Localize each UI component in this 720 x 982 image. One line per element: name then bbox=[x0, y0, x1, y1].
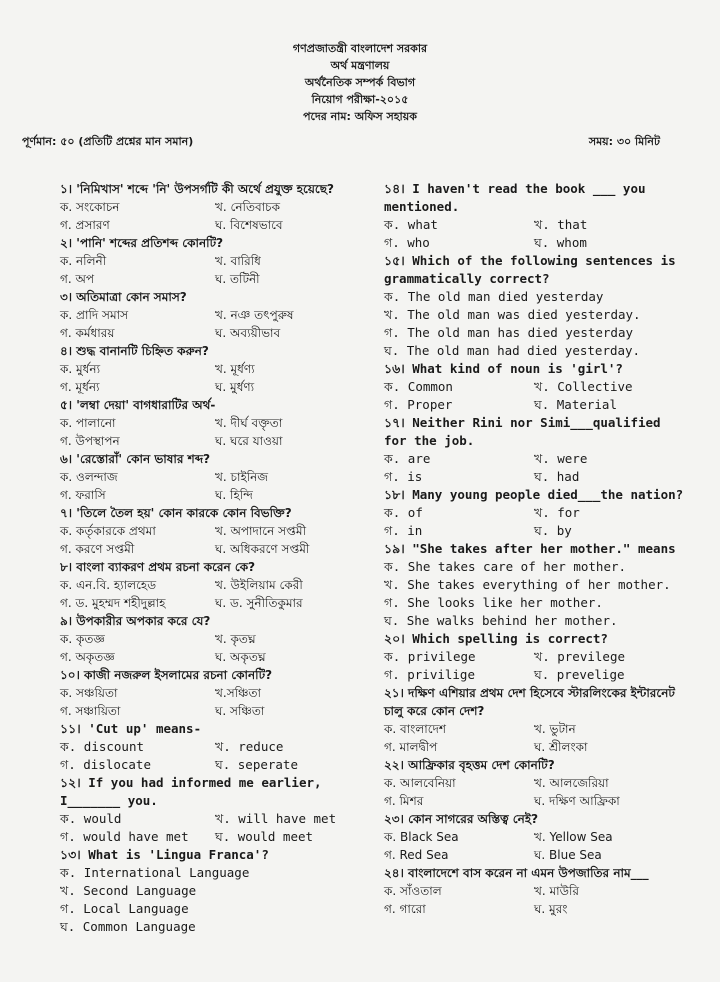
answer-option: ঘ. অব্যয়ীভাব bbox=[215, 326, 281, 340]
answer-option: ঘ. would meet bbox=[215, 829, 314, 844]
answer-option: ঘ. মুর্ধণ্য bbox=[215, 380, 255, 394]
question-text: ১৫। Which of the following sentences is grammatically correct? bbox=[384, 253, 676, 286]
answer-option: খ. were bbox=[534, 451, 588, 466]
question-text: ২। 'পানি' শব্দের প্রতিশব্দ কোনটি? bbox=[60, 236, 224, 250]
answer-option: গ. অপ bbox=[60, 272, 95, 286]
question-text: ২০। Which spelling is correct? bbox=[384, 631, 608, 646]
question-block bbox=[60, 612, 370, 666]
answer-options bbox=[60, 810, 370, 846]
question-text: ১৩। What is 'Lingua Franca'? bbox=[60, 847, 269, 862]
right-question-column bbox=[384, 180, 684, 918]
answer-option: গ. in bbox=[384, 523, 423, 538]
answer-option: ক. নলিনী bbox=[60, 254, 107, 268]
question-block bbox=[60, 342, 370, 396]
answer-option: ঘ. ড. সুনীতিকুমার bbox=[215, 596, 303, 610]
question-text: ১৭। Neither Rini nor Simi___qualified for the job. bbox=[384, 415, 661, 448]
answer-option: খ. মাউরি bbox=[534, 884, 580, 898]
answer-option: ঘ. Material bbox=[534, 397, 617, 412]
question-text: ১২। If you had informed me earlier, I_______ you. bbox=[60, 775, 322, 808]
exam-header bbox=[0, 40, 720, 125]
answer-option: খ. নেতিবাচক bbox=[215, 200, 281, 214]
answer-option: খ. will have met bbox=[215, 811, 337, 826]
question-text: ৭। 'তিলে তৈল হয়' কোন কারকে কোন বিভক্তি? bbox=[60, 506, 292, 520]
header-ministry: অর্থ মন্ত্রণালয় bbox=[330, 59, 390, 72]
answer-option: খ. মূর্ধণ্য bbox=[215, 362, 255, 376]
answer-option: গ. privilige bbox=[384, 667, 475, 682]
answer-option: ঘ. দক্ষিণ আফ্রিকা bbox=[534, 794, 620, 808]
answer-option: খ. Yellow Sea bbox=[534, 830, 613, 844]
answer-option: ক. সঞ্চয়িতা bbox=[60, 686, 118, 700]
answer-option: ক. what bbox=[384, 217, 438, 232]
question-block bbox=[60, 558, 370, 612]
question-text: ২৩। কোন সাগরের অস্তিত্ব নেই? bbox=[384, 812, 539, 826]
question-text: ৩। অতিমাত্রা কোন সমাস? bbox=[60, 290, 187, 304]
answer-option: গ. মিশর bbox=[384, 794, 424, 808]
answer-option: গ. She looks like her mother. bbox=[384, 595, 603, 610]
question-text: ১৬। What kind of noun is 'girl'? bbox=[384, 361, 623, 376]
question-block bbox=[60, 720, 370, 774]
answer-option: ক. Black Sea bbox=[384, 830, 459, 844]
answer-option: খ. নঞ তৎপুরুষ bbox=[215, 308, 294, 322]
answer-option: খ. চাইনিজ bbox=[215, 470, 269, 484]
answer-option: ঘ. শ্রীলংকা bbox=[534, 740, 588, 754]
answer-option: গ. উপস্থাপন bbox=[60, 434, 120, 448]
question-block bbox=[60, 396, 370, 450]
answer-options bbox=[384, 216, 684, 252]
answer-option: ক. would bbox=[60, 811, 122, 826]
answer-option: গ. dislocate bbox=[60, 757, 151, 772]
answer-options bbox=[60, 252, 370, 288]
answer-option: গ. The old man has died yesterday bbox=[384, 325, 634, 340]
question-block bbox=[60, 450, 370, 504]
question-block bbox=[60, 504, 370, 558]
question-block bbox=[384, 180, 684, 252]
left-question-column bbox=[60, 180, 370, 936]
answer-option: ঘ. ঘরে যাওয়া bbox=[215, 434, 283, 448]
answer-options bbox=[384, 774, 684, 810]
question-text: ১৪। I haven't read the book ___ you mentioned. bbox=[384, 181, 646, 214]
question-block bbox=[384, 252, 684, 360]
answer-option: গ. কর্মধারয় bbox=[60, 326, 115, 340]
answer-option: ঘ. তটিনী bbox=[215, 272, 260, 286]
question-block bbox=[384, 684, 684, 756]
answer-option: ক. সংকোচন bbox=[60, 200, 120, 214]
answer-option: ক. আলবেনিয়া bbox=[384, 776, 456, 790]
question-block bbox=[384, 756, 684, 810]
answer-option: ঘ. অকৃতঘ্ন bbox=[215, 650, 266, 664]
answer-options bbox=[60, 414, 370, 450]
question-text: ২২। আফ্রিকার বৃহত্তম দেশ কোনটি? bbox=[384, 758, 555, 772]
question-block bbox=[384, 630, 684, 684]
question-block bbox=[60, 180, 370, 234]
answer-option: ক. কৃতজ্ঞ bbox=[60, 632, 105, 646]
answer-option: খ. অপাদানে সপ্তমী bbox=[215, 524, 306, 538]
answer-options bbox=[384, 450, 684, 486]
answer-option: ঘ. Blue Sea bbox=[534, 848, 602, 862]
question-text: ১। 'নিমিখাস' শব্দে 'নি' উপসর্গটি কী অর্থে প্রযুক্ত হয়েছে? bbox=[60, 182, 334, 196]
question-block bbox=[60, 666, 370, 720]
answer-option: গ. ড. মুহম্মদ শহীদুল্লাহ bbox=[60, 596, 166, 610]
answer-option: ক. The old man died yesterday bbox=[384, 289, 604, 304]
answer-options bbox=[60, 864, 370, 936]
answer-options bbox=[384, 288, 684, 360]
question-text: ১৮। Many young people died___the nation? bbox=[384, 487, 684, 502]
question-text: ২১। দক্ষিণ এশিয়ার প্রথম দেশ হিসেবে স্টারলিংকের ইন্টারনেট চালু করে কোন দেশ? bbox=[384, 686, 675, 718]
answer-option: খ. for bbox=[534, 505, 580, 520]
answer-option: গ. করণে সপ্তমী bbox=[60, 542, 135, 556]
answer-option: ক. are bbox=[384, 451, 431, 466]
answer-option: ক. পালানো bbox=[60, 416, 116, 430]
header-post: পদের নাম: অফিস সহায়ক bbox=[303, 110, 417, 123]
answer-options bbox=[384, 828, 684, 864]
answer-option: গ. গারো bbox=[384, 902, 426, 916]
question-text: ২৪। বাংলাদেশে বাস করেন না এমন উপজাতির নাম___ bbox=[384, 866, 649, 880]
answer-option: গ. Red Sea bbox=[384, 848, 449, 862]
answer-option: খ. দীর্ঘ বক্তৃতা bbox=[215, 416, 283, 430]
answer-option: ঘ. অধিকরণে সপ্তমী bbox=[215, 542, 310, 556]
answer-option: ক. discount bbox=[60, 739, 145, 754]
answer-option: ঘ. সঞ্চিতা bbox=[215, 704, 265, 718]
question-block bbox=[384, 540, 684, 630]
header-division: অর্থনৈতিক সম্পর্ক বিভাগ bbox=[304, 76, 416, 89]
answer-option: ঘ. হিন্দি bbox=[215, 488, 253, 502]
answer-options bbox=[384, 882, 684, 918]
answer-option: গ. Proper bbox=[384, 397, 453, 412]
answer-option: খ. বারিধি bbox=[215, 254, 261, 268]
answer-option: ক. প্রাদি সমাস bbox=[60, 308, 129, 322]
answer-option: খ. previlege bbox=[534, 649, 625, 664]
answer-option: ঘ. বিশেষভাবে bbox=[215, 218, 283, 232]
answer-options bbox=[60, 576, 370, 612]
question-text: ৫। 'লম্বা দেয়া' বাগধারাটির অর্থ- bbox=[60, 398, 216, 412]
answer-option: ক. ওলন্দাজ bbox=[60, 470, 118, 484]
answer-option: ক. সাঁওতাল bbox=[384, 884, 442, 898]
header-exam: নিয়োগ পরীক্ষা-২০১৫ bbox=[311, 93, 409, 106]
answer-options bbox=[60, 468, 370, 504]
answer-option: খ. that bbox=[534, 217, 588, 232]
answer-option: ঘ. Common Language bbox=[60, 919, 196, 934]
question-text: ৪। শুদ্ধ বানানটি চিহ্নিত করুন? bbox=[60, 344, 209, 358]
question-text: ৮। বাংলা ব্যাকরণ প্রথম রচনা করেন কে? bbox=[60, 560, 256, 574]
answer-option: গ. অকৃতজ্ঞ bbox=[60, 650, 115, 664]
question-block bbox=[60, 846, 370, 936]
answer-option: গ. সঞ্চায়িতা bbox=[60, 704, 121, 718]
question-text: ৯। উপকারীর অপকার করে যে? bbox=[60, 614, 211, 628]
answer-options bbox=[384, 558, 684, 630]
answer-options bbox=[60, 630, 370, 666]
answer-option: খ. reduce bbox=[215, 739, 284, 754]
answer-option: ক. কর্তৃকারকে প্রথমা bbox=[60, 524, 156, 538]
answer-options bbox=[384, 504, 684, 540]
question-text: ১৯। "She takes after her mother." means bbox=[384, 541, 676, 556]
question-block bbox=[60, 774, 370, 846]
answer-option: ঘ. She walks behind her mother. bbox=[384, 613, 618, 628]
answer-options bbox=[60, 198, 370, 234]
answer-option: ঘ. মুরং bbox=[534, 902, 568, 916]
question-block bbox=[384, 360, 684, 414]
question-text: ৬। 'রেস্তোরাঁ' কোন ভাষার শব্দ? bbox=[60, 452, 211, 466]
answer-option: ক. এন.বি. হ্যালহেড bbox=[60, 578, 157, 592]
question-text: ১১। 'Cut up' means- bbox=[60, 721, 202, 736]
answer-option: ক. Common bbox=[384, 379, 453, 394]
answer-options bbox=[384, 648, 684, 684]
answer-option: গ. মূর্ধন্য bbox=[60, 380, 100, 394]
answer-option: খ. The old man was died yesterday. bbox=[384, 307, 641, 322]
question-block bbox=[384, 414, 684, 486]
answer-option: ঘ. The old man had died yesterday. bbox=[384, 343, 641, 358]
answer-option: গ. Local Language bbox=[60, 901, 189, 916]
answer-options bbox=[60, 738, 370, 774]
answer-option: ঘ. seperate bbox=[215, 757, 298, 772]
question-block bbox=[60, 234, 370, 288]
answer-option: গ. would have met bbox=[60, 829, 189, 844]
answer-option: গ. প্রসারণ bbox=[60, 218, 110, 232]
question-block bbox=[384, 864, 684, 918]
question-block bbox=[384, 486, 684, 540]
answer-option: খ. উইলিয়াম কেরী bbox=[215, 578, 303, 592]
answer-options bbox=[60, 360, 370, 396]
answer-option: ঘ. prevelige bbox=[534, 667, 625, 682]
question-text: ১০। কাজী নজরুল ইসলামের রচনা কোনটি? bbox=[60, 668, 273, 682]
answer-option: গ. is bbox=[384, 469, 423, 484]
answer-options bbox=[60, 306, 370, 342]
answer-option: খ. আলজেরিয়া bbox=[534, 776, 609, 790]
answer-options bbox=[60, 684, 370, 720]
question-block bbox=[384, 810, 684, 864]
answer-option: ঘ. had bbox=[534, 469, 580, 484]
answer-option: খ.সঞ্চিতা bbox=[215, 686, 262, 700]
answer-option: ক. মুর্ধন্য bbox=[60, 362, 101, 376]
answer-option: ঘ. by bbox=[534, 523, 572, 538]
header-government: গণপ্রজাতন্ত্রী বাংলাদেশ সরকার bbox=[292, 42, 428, 55]
answer-option: খ. ভুটান bbox=[534, 722, 576, 736]
answer-option: খ. Second Language bbox=[60, 883, 197, 898]
question-block bbox=[60, 288, 370, 342]
answer-option: ক. privilege bbox=[384, 649, 476, 664]
answer-options bbox=[384, 720, 684, 756]
answer-option: ক. of bbox=[384, 505, 423, 520]
answer-options bbox=[60, 522, 370, 558]
full-marks: পূর্ণমান: ৫০ (প্রতিটি প্রশ্নের মান সমান) bbox=[22, 135, 194, 148]
answer-option: গ. who bbox=[384, 235, 430, 250]
answer-option: ক. বাংলাদেশ bbox=[384, 722, 446, 736]
answer-option: খ. কৃতঘ্ন bbox=[215, 632, 256, 646]
answer-option: গ. মালদ্বীপ bbox=[384, 740, 438, 754]
exam-time: সময়: ৩০ মিনিট bbox=[588, 135, 660, 148]
answer-options bbox=[384, 378, 684, 414]
answer-option: গ. ফরাসি bbox=[60, 488, 106, 502]
answer-option: ক. She takes care of her mother. bbox=[384, 559, 627, 574]
answer-option: ঘ. whom bbox=[534, 235, 587, 250]
answer-option: খ. She takes everything of her mother. bbox=[384, 577, 671, 592]
answer-option: ক. International Language bbox=[60, 865, 250, 880]
answer-option: খ. Collective bbox=[534, 379, 633, 394]
